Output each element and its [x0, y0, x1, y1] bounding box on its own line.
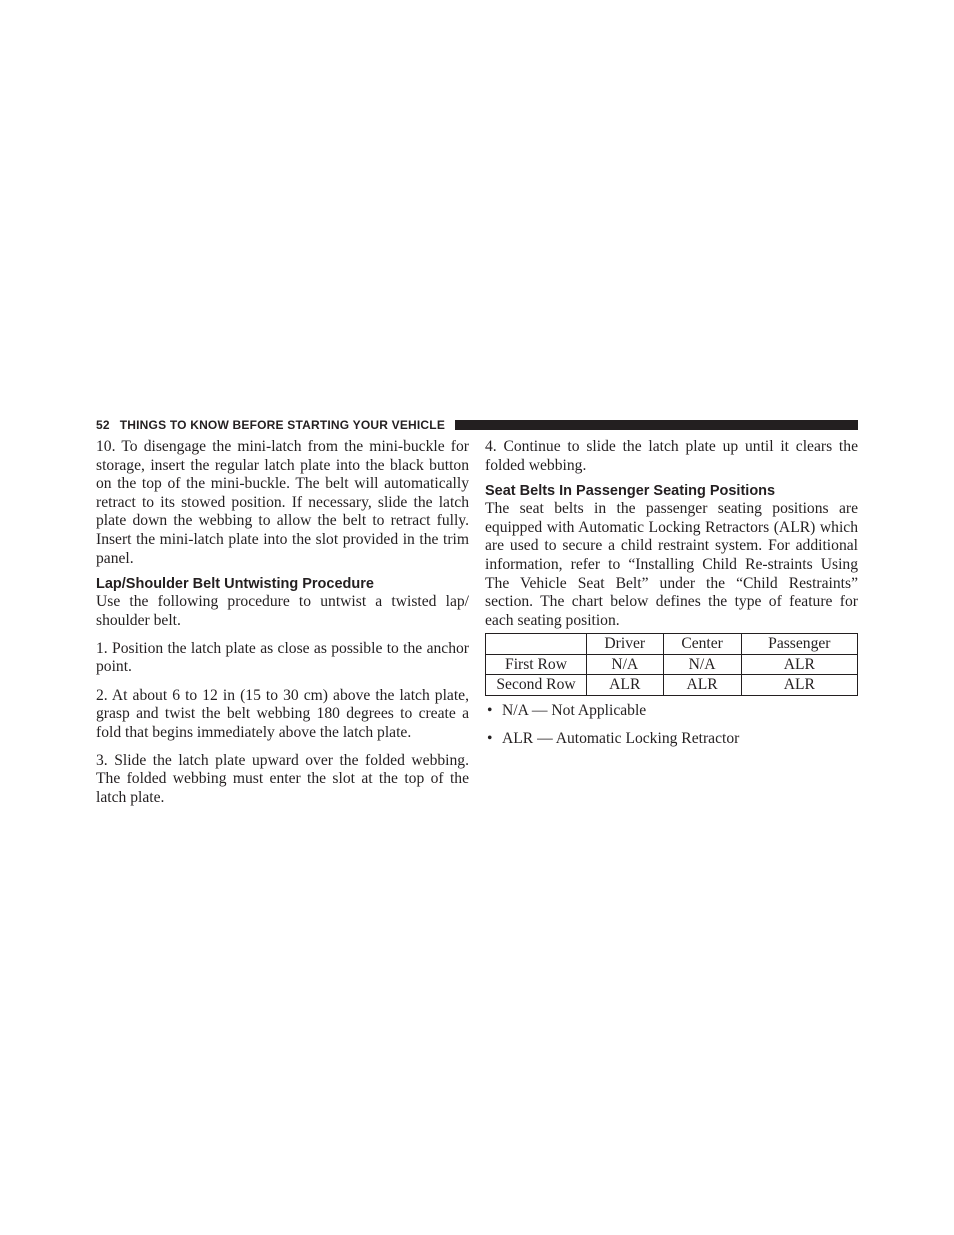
passenger-seating-body: The seat belts in the passenger seating positions are equipped with Automatic Locking Retractors (ALR) which are used to secure a child restraint system. For additional information, refer to “Installing Child Re-straints Using The Vehicle Seat Belt” under the “Child Restraints” section. The chart below defines the type of feature for each seating position.: [485, 500, 858, 629]
step-10-paragraph: 10. To disengage the mini-latch from the mini-buckle for storage, insert the regular latch plate into the black button on the top of the mini-buckle. The belt will automatically retract to its stowed position. If necessary, slide the latch plate down the webbing to allow the belt to retract fully. Insert the mini-latch plate into the slot provided in the trim panel.: [96, 438, 469, 567]
table-cell: First Row: [486, 654, 587, 675]
table-cell: ALR: [663, 675, 741, 696]
bullet-icon: •: [487, 701, 493, 719]
page-header: [96, 416, 858, 434]
untwisting-intro: Use the following procedure to untwist a twisted lap/ shoulder belt.: [96, 593, 469, 629]
table-header-row: [486, 634, 858, 655]
step-2-paragraph: 2. At about 6 to 12 in (15 to 30 cm) above the latch plate, grasp and twist the belt webbing 180 degrees to create a fold that begins immediately above the latch plate.: [96, 686, 469, 741]
section-title: THINGS TO KNOW BEFORE STARTING YOUR VEHICLE: [119, 418, 446, 432]
table-header-cell: Driver: [587, 634, 664, 655]
page-number: 52: [96, 418, 110, 432]
untwisting-heading: Lap/Shoulder Belt Untwisting Procedure: [96, 576, 374, 593]
table-row: [486, 675, 858, 696]
left-column: [96, 438, 469, 808]
header-rule: [455, 420, 858, 430]
table-header-cell: Center: [663, 634, 741, 655]
step-4-paragraph: 4. Continue to slide the latch plate up until it clears the folded webbing.: [485, 438, 858, 474]
table-cell: N/A: [587, 654, 664, 675]
table-legend: [485, 702, 858, 748]
table-cell: ALR: [741, 675, 857, 696]
list-item: [485, 702, 858, 721]
table-cell: Second Row: [486, 675, 587, 696]
table-cell: ALR: [741, 654, 857, 675]
bullet-icon: •: [487, 729, 493, 747]
seating-position-table: [485, 633, 858, 696]
table-cell: N/A: [663, 654, 741, 675]
table-cell: ALR: [587, 675, 664, 696]
table-row: [486, 654, 858, 675]
legend-text: ALR — Automatic Locking Retractor: [502, 729, 740, 747]
step-3-paragraph: 3. Slide the latch plate upward over the folded webbing. The folded webbing must enter the slot at the top of the latch plate.: [96, 751, 469, 806]
passenger-seating-heading: Seat Belts In Passenger Seating Positions: [485, 483, 776, 500]
right-column: [485, 438, 858, 758]
legend-text: N/A — Not Applicable: [502, 701, 647, 719]
list-item: [485, 730, 858, 749]
table-header-cell: [486, 634, 587, 655]
step-1-paragraph: 1. Position the latch plate as close as possible to the anchor point.: [96, 639, 469, 676]
table-header-cell: Passenger: [741, 634, 857, 655]
